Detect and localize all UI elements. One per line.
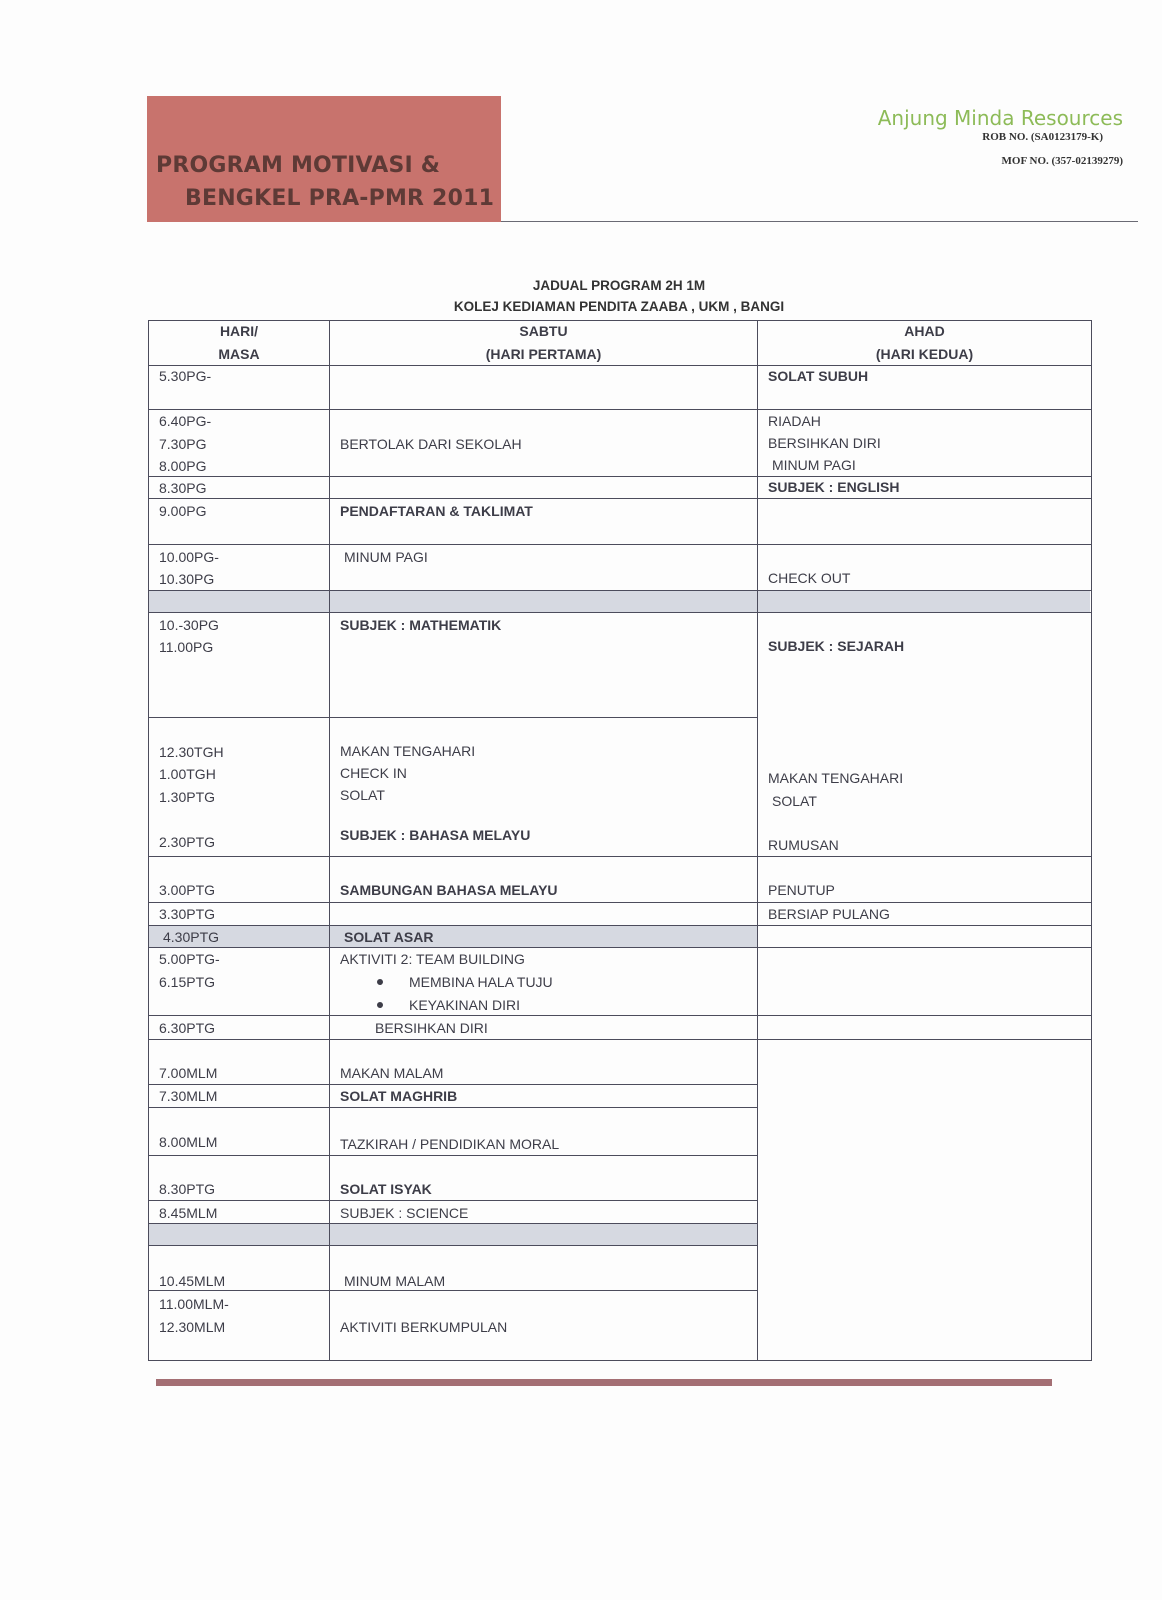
sabtu-activity: MINUM MALAM [344,1273,446,1289]
company-name: Anjung Minda Resources [877,106,1123,130]
sabtu-activity: TAZKIRAH / PENDIDIKAN MORAL [340,1136,560,1152]
time-cell: 5.30PG- [159,368,212,384]
time-cell: 1.30PTG [159,789,216,805]
sabtu-activity: MAKAN MALAM [340,1065,444,1081]
sabtu-activity: CHECK IN [340,765,407,781]
time-cell: 6.15PTG [159,974,216,990]
time-cell: 10.45MLM [159,1273,226,1289]
header-sabtu-1: SABTU [519,323,568,339]
schedule-venue: KOLEJ KEDIAMAN PENDITA ZAABA , UKM , BANGI [453,299,785,314]
time-cell: 7.00MLM [159,1065,218,1081]
mof-number: MOF NO. (357-02139279) [1001,155,1123,167]
time-cell: 8.00PG [159,458,207,474]
sabtu-activity: SUBJEK : SCIENCE [340,1205,469,1221]
time-cell: 8.30PG [159,480,207,496]
time-cell: 4.30PTG [163,929,220,945]
rob-number: ROB NO. (SA0123179-K) [982,131,1103,143]
sabtu-activity: SOLAT [340,787,385,803]
footer-divider [156,1379,1052,1386]
time-cell: 11.00PG [159,639,214,655]
ahad-activity: CHECK OUT [768,570,851,586]
ahad-activity: BERSIAP PULANG [768,906,890,922]
time-cell: 11.00MLM- [159,1296,229,1312]
sabtu-activity: SOLAT MAGHRIB [340,1088,458,1104]
time-cell: 12.30TGH [159,744,224,760]
schedule-title: JADUAL PROGRAM 2H 1M [532,278,706,293]
ahad-activity: MINUM PAGI [772,457,856,473]
program-title-line-2: BENGKEL PRA-PMR 2011 [185,186,495,211]
bullet-icon [377,979,383,985]
time-cell: 8.00MLM [159,1134,218,1150]
ahad-activity: RUMUSAN [768,837,839,853]
time-cell: 5.00PTG- [159,951,220,967]
header-hari-masa-2: MASA [218,346,260,362]
time-cell: 8.45MLM [159,1205,218,1221]
time-cell: 10.-30PG [159,617,219,633]
sabtu-activity: PENDAFTARAN & TAKLIMAT [340,503,533,519]
ahad-activity: SUBJEK : SEJARAH [768,638,905,654]
time-cell: 2.30PTG [159,834,216,850]
ahad-activity: SOLAT SUBUH [768,368,869,384]
sabtu-activity: AKTIVITI BERKUMPULAN [340,1319,508,1335]
time-cell: 6.30PTG [159,1020,216,1036]
sabtu-activity: MEMBINA HALA TUJU [409,974,553,990]
bullet-icon [377,1002,383,1008]
time-cell: 10.00PG- [159,549,219,565]
ahad-activity: MAKAN TENGAHARI [768,770,904,786]
time-cell: 3.30PTG [159,906,216,922]
sabtu-activity: BERTOLAK DARI SEKOLAH [340,436,522,452]
sabtu-activity: BERSIHKAN DIRI [375,1020,488,1036]
header-sabtu-2: (HARI PERTAMA) [485,346,602,362]
ahad-activity: SUBJEK : ENGLISH [768,479,900,495]
time-cell: 12.30MLM [159,1319,226,1335]
sabtu-activity: MAKAN TENGAHARI [340,743,476,759]
ahad-activity: RIADAH [768,413,821,429]
time-cell: 6.40PG- [159,413,212,429]
program-title-line-1: PROGRAM MOTIVASI & [156,153,441,178]
time-cell: 3.00PTG [159,882,216,898]
sabtu-activity: AKTIVITI 2: TEAM BUILDING [340,951,525,967]
ahad-activity: SOLAT [772,793,817,809]
time-cell: 7.30PG [159,436,207,452]
sabtu-activity: MINUM PAGI [344,549,428,565]
ahad-activity: PENUTUP [768,882,835,898]
sabtu-activity: SUBJEK : BAHASA MELAYU [340,827,531,843]
header-ahad-1: AHAD [904,323,945,339]
time-cell: 7.30MLM [159,1088,218,1104]
sabtu-activity: SOLAT ISYAK [340,1181,432,1197]
sabtu-activity: SAMBUNGAN BAHASA MELAYU [340,882,558,898]
sabtu-activity: SOLAT ASAR [344,929,434,945]
time-cell: 8.30PTG [159,1181,216,1197]
time-cell: 10.30PG [159,571,215,587]
sabtu-activity: SUBJEK : MATHEMATIK [340,617,502,633]
time-cell: 1.00TGH [159,766,216,782]
sabtu-activity: KEYAKINAN DIRI [409,997,520,1013]
time-cell: 9.00PG [159,503,207,519]
header-hari-masa-1: HARI/ [219,323,259,339]
ahad-activity: BERSIHKAN DIRI [768,435,881,451]
header-ahad-2: (HARI KEDUA) [875,346,974,362]
